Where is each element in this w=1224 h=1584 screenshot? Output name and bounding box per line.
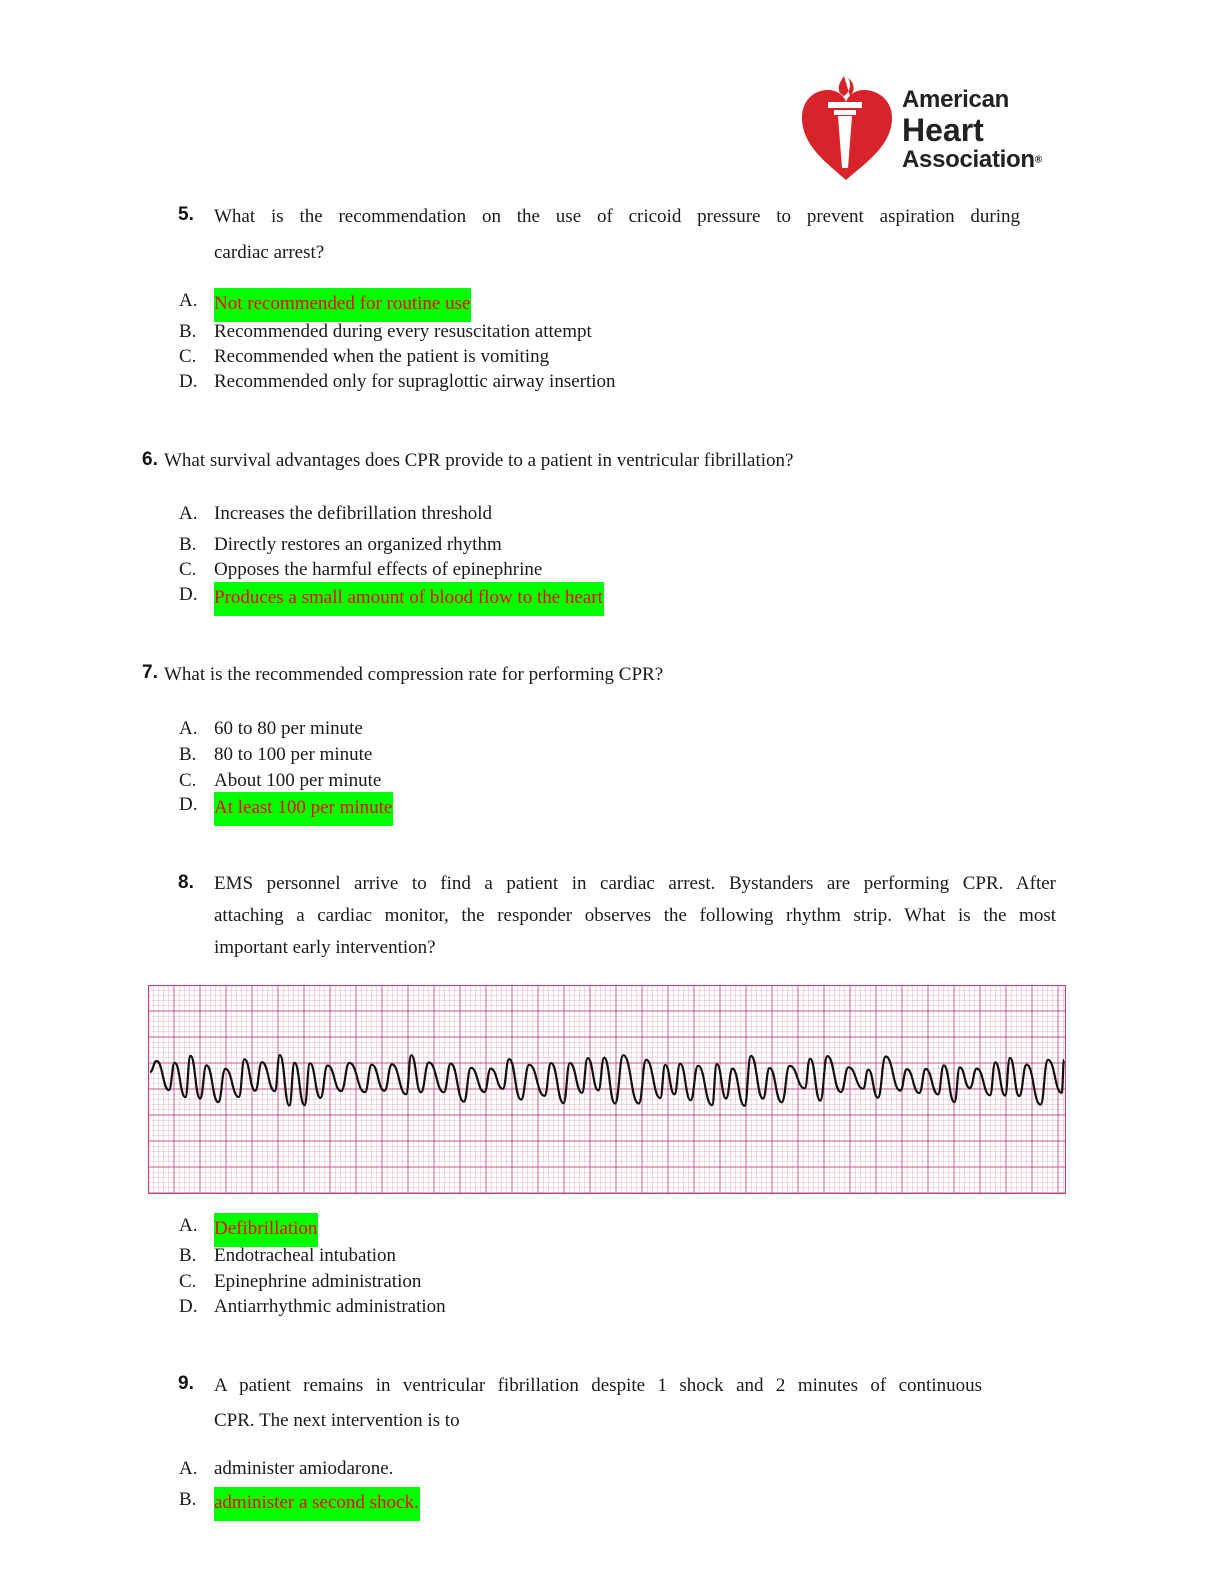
question-6-number: 6.: [142, 449, 158, 470]
question-8-text-line2: attaching a cardiac monitor, the responder observes the following rhythm strip. What is the most: [214, 905, 1056, 926]
option-text: Epinephrine administration: [214, 1271, 422, 1292]
question-9-text-line2: CPR. The next intervention is to: [214, 1410, 460, 1431]
option-text-correct: At least 100 per minute: [214, 792, 393, 826]
option-text: Recommended when the patient is vomiting: [214, 346, 550, 367]
question-9-text-line1: A patient remains in ventricular fibrillation despite 1 shock and 2 minutes of continuous: [214, 1375, 982, 1396]
option-text: About 100 per minute: [214, 770, 382, 791]
heart-torch-icon: [798, 72, 902, 188]
option-text-correct: administer a second shock.: [214, 1487, 420, 1521]
option-text: Opposes the harmful effects of epinephrine: [214, 559, 543, 580]
ecg-rhythm-strip: [148, 985, 1066, 1194]
question-7-number: 7.: [142, 662, 158, 683]
ecg-grid: [148, 985, 1066, 1194]
aha-logo: [798, 72, 1078, 188]
option-text: 60 to 80 per minute: [214, 718, 363, 739]
option-text: Recommended during every resuscitation attempt: [214, 321, 592, 342]
question-5-number: 5.: [178, 204, 194, 225]
logo-text-association: Association®: [902, 146, 1042, 173]
question-5-text-line2: cardiac arrest?: [214, 242, 325, 263]
question-9-number: 9.: [178, 1373, 194, 1394]
option-text: Directly restores an organized rhythm: [214, 534, 502, 555]
option-text: Antiarrhythmic administration: [214, 1296, 446, 1317]
question-6-text-line1: What survival advantages does CPR provide to a patient in ventricular fibrillation?: [164, 450, 794, 471]
option-text: Recommended only for supraglottic airway insertion: [214, 371, 616, 392]
option-text-correct: Defibrillation: [214, 1213, 318, 1247]
option-text: Increases the defibrillation threshold: [214, 503, 493, 524]
option-text-correct: Not recommended for routine use: [214, 288, 471, 322]
question-8-text-line3: important early intervention?: [214, 937, 436, 958]
registered-mark: ®: [1034, 154, 1042, 166]
option-text-correct: Produces a small amount of blood flow to the heart: [214, 582, 604, 616]
option-text: administer amiodarone.: [214, 1458, 394, 1479]
option-text: Endotracheal intubation: [214, 1245, 397, 1266]
question-5-text-line1: What is the recommendation on the use of cricoid pressure to prevent aspiration during: [214, 206, 1020, 227]
logo-text-heart: Heart: [902, 112, 984, 148]
option-text: 80 to 100 per minute: [214, 744, 373, 765]
question-8-text-line1: EMS personnel arrive to find a patient in cardiac arrest. Bystanders are performing CPR. After: [214, 873, 1056, 894]
question-7-text-line1: What is the recommended compression rate for performing CPR?: [164, 664, 664, 685]
question-8-number: 8.: [178, 872, 194, 893]
logo-text-american: American: [902, 86, 1009, 113]
